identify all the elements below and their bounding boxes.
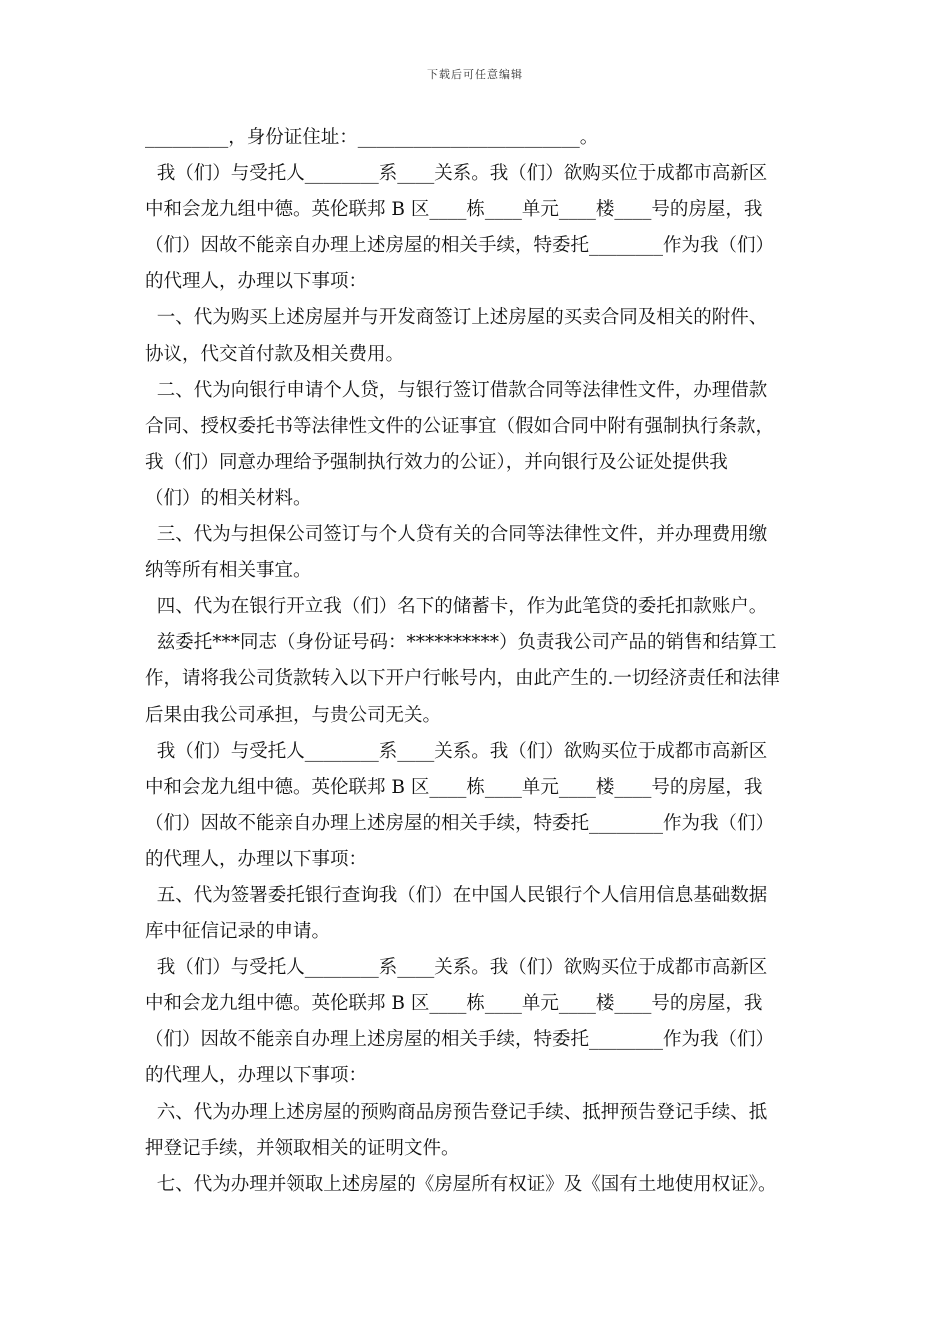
text-line: 的代理人，办理以下事项： (145, 271, 368, 293)
text-line: （们）因故不能亲自办理上述房屋的相关手续，特委托________作为我（们） (145, 812, 775, 834)
text-line: 三、代为与担保公司签订与个人贷有关的合同等法律性文件，并办理费用缴 (145, 524, 768, 546)
text-line: 中和会龙九组中德。英伦联邦 B 区____栋____单元____楼____号的房屋，我 (145, 199, 763, 221)
page-header: 下载后可任意编辑 (427, 68, 523, 81)
text-line: 的代理人，办理以下事项： (145, 1065, 368, 1087)
text-line: （们）因故不能亲自办理上述房屋的相关手续，特委托________作为我（们） (145, 1029, 775, 1051)
text-line: 四、代为在银行开立我（们）名下的储蓄卡，作为此笔贷的委托扣款账户。 (145, 596, 768, 618)
text-line: 兹委托***同志（身份证号码：**********）负责我公司产品的销售和结算工 (145, 632, 777, 654)
text-line: 的代理人，办理以下事项： (145, 848, 368, 870)
text-line: 我（们）与受托人________系____关系。我（们）欲购买位于成都市高新区 (145, 163, 768, 185)
text-line: 合同、授权委托书等法律性文件的公证事宜（假如合同中附有强制执行条款， (145, 415, 775, 437)
text-line: 一、代为购买上述房屋并与开发商签订上述房屋的买卖合同及相关的附件、 (145, 307, 768, 329)
text-line: 中和会龙九组中德。英伦联邦 B 区____栋____单元____楼____号的房屋，我 (145, 776, 763, 798)
text-line: 中和会龙九组中德。英伦联邦 B 区____栋____单元____楼____号的房屋，我 (145, 993, 763, 1015)
text-line: 六、代为办理上述房屋的预购商品房预告登记手续、抵押预告登记手续、抵 (145, 1101, 768, 1123)
text-line: 五、代为签署委托银行查询我（们）在中国人民银行个人信用信息基础数据 (145, 884, 768, 906)
document-body (145, 120, 810, 1203)
text-line: （们）因故不能亲自办理上述房屋的相关手续，特委托________作为我（们） (145, 235, 775, 257)
text-line: 我（们）与受托人________系____关系。我（们）欲购买位于成都市高新区 (145, 957, 768, 979)
text-line: 纳等所有相关事宜。 (145, 560, 312, 582)
text-line: 协议，代交首付款及相关费用。 (145, 343, 405, 365)
text-line: 七、代为办理并领取上述房屋的《房屋所有权证》及《国有土地使用权证》。 (145, 1173, 777, 1195)
text-line: 我（们）与受托人________系____关系。我（们）欲购买位于成都市高新区 (145, 740, 768, 762)
text-line: 我（们）同意办理给予强制执行效力的公证），并向银行及公证处提供我 (145, 451, 728, 473)
text-line: 作，请将我公司货款转入以下开户行帐号内，由此产生的.一切经济责任和法律 (145, 668, 780, 690)
text-line: 二、代为向银行申请个人贷，与银行签订借款合同等法律性文件，办理借款 (145, 379, 768, 401)
text-line: 后果由我公司承担，与贵公司无关。 (145, 704, 442, 726)
text-line: _________，身份证住址：________________________。 (145, 127, 599, 148)
text-line: （们）的相关材料。 (145, 487, 312, 509)
text-line: 押登记手续，并领取相关的证明文件。 (145, 1137, 460, 1159)
text-line: 库中征信记录的申请。 (145, 921, 331, 943)
